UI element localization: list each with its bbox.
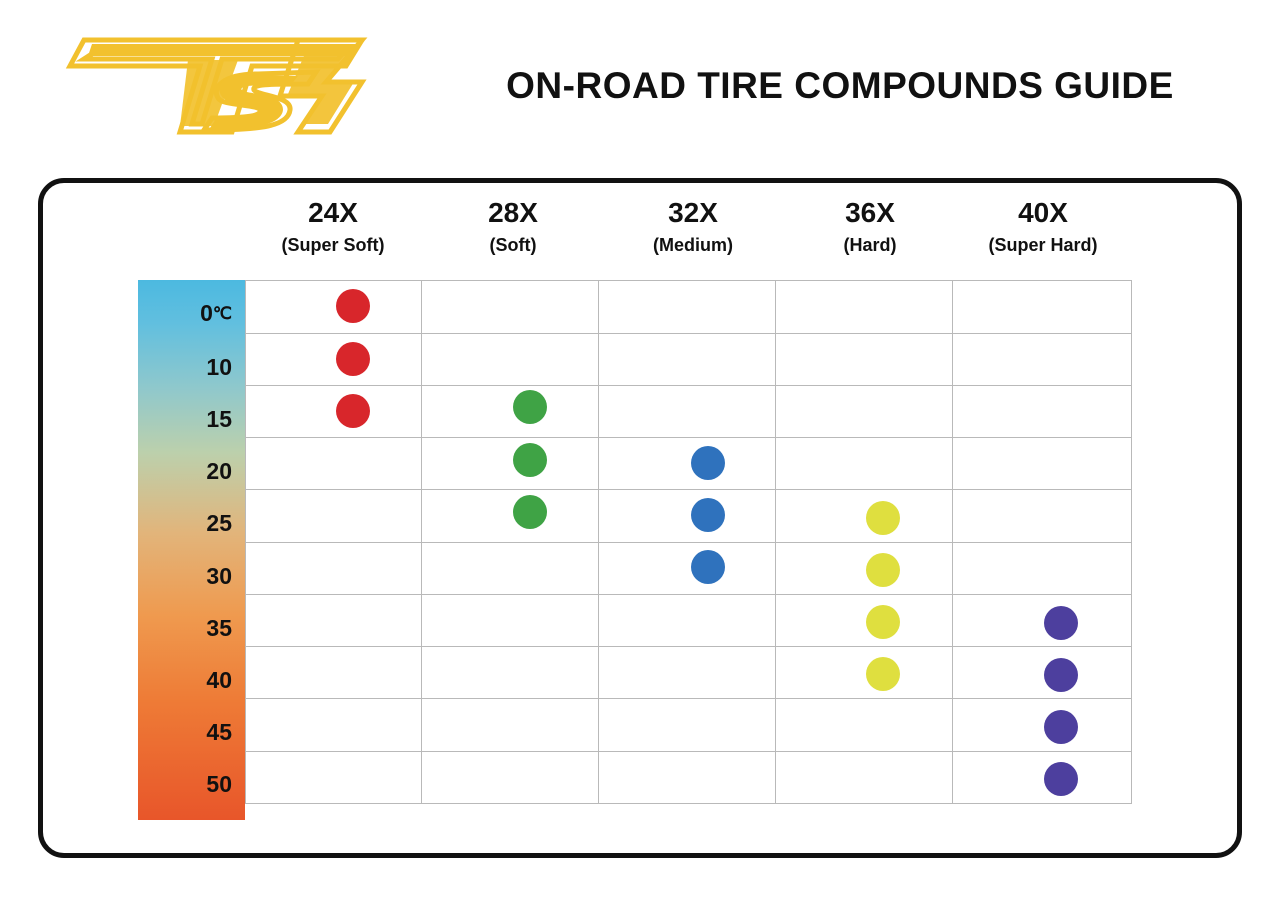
cell-20-24x (245, 438, 422, 490)
cell-50-32x (599, 752, 776, 804)
cell-40-36x (776, 647, 953, 699)
cell-0-24x (245, 280, 422, 334)
cell-25-28x (422, 490, 599, 543)
cell-40-28x (422, 647, 599, 699)
cell-0-36x (776, 280, 953, 334)
marker-0-24x (336, 289, 370, 323)
cell-50-40x (953, 752, 1132, 804)
row-label-20: 20 (206, 458, 232, 484)
page-title: ON-ROAD TIRE COMPOUNDS GUIDE (506, 65, 1174, 106)
tsr-logo (62, 26, 372, 146)
marker-50-40x (1044, 762, 1078, 796)
page-header (0, 0, 1280, 170)
cell-40-32x (599, 647, 776, 699)
cell-15-24x (245, 386, 422, 438)
cell-15-28x (422, 386, 599, 438)
cell-50-24x (245, 752, 422, 804)
cell-0-28x (422, 280, 599, 334)
marker-30-36x (866, 553, 900, 587)
marker-35-36x (866, 605, 900, 639)
cell-20-32x (599, 438, 776, 490)
cell-10-32x (599, 334, 776, 386)
marker-15-24x (336, 394, 370, 428)
marker-25-28x (513, 495, 547, 529)
row-label-25: 25 (206, 510, 232, 536)
celsius-unit: ℃ (212, 304, 232, 323)
row-label-40: 40 (206, 667, 232, 693)
cell-50-28x (422, 752, 599, 804)
cell-35-24x (245, 595, 422, 647)
cell-40-24x (245, 647, 422, 699)
row-label-10: 10 (206, 354, 232, 380)
cell-25-40x (953, 490, 1132, 543)
marker-10-24x (336, 342, 370, 376)
row-label-15: 15 (206, 406, 232, 432)
cell-0-32x (599, 280, 776, 334)
marker-25-36x (866, 501, 900, 535)
marker-15-28x (513, 390, 547, 424)
cell-50-36x (776, 752, 953, 804)
cell-30-36x (776, 543, 953, 595)
cell-30-32x (599, 543, 776, 595)
marker-45-40x (1044, 710, 1078, 744)
column-header-24x: 24X (Super Soft) (281, 197, 385, 255)
cell-15-40x (953, 386, 1132, 438)
cell-20-40x (953, 438, 1132, 490)
cell-20-36x (776, 438, 953, 490)
cell-45-24x (245, 699, 422, 752)
cell-25-32x (599, 490, 776, 543)
compound-grid (245, 280, 1132, 820)
row-label-30: 30 (206, 563, 232, 589)
cell-20-28x (422, 438, 599, 490)
cell-40-40x (953, 647, 1132, 699)
cell-10-36x (776, 334, 953, 386)
marker-30-32x (691, 550, 725, 584)
cell-30-40x (953, 543, 1132, 595)
row-label-35: 35 (206, 615, 232, 641)
row-label-45: 45 (206, 719, 232, 745)
marker-25-32x (691, 498, 725, 532)
cell-45-28x (422, 699, 599, 752)
cell-35-40x (953, 595, 1132, 647)
row-label-50: 50 (206, 771, 232, 797)
cell-15-32x (599, 386, 776, 438)
cell-30-24x (245, 543, 422, 595)
cell-10-40x (953, 334, 1132, 386)
row-label-0: 0℃ (200, 300, 232, 326)
cell-35-28x (422, 595, 599, 647)
column-header-28x: 28X (Soft) (488, 197, 538, 255)
marker-40-36x (866, 657, 900, 691)
cell-10-28x (422, 334, 599, 386)
column-header-36x: 36X (Hard) (843, 197, 897, 255)
tsr-logo-icon (62, 26, 372, 146)
cell-35-32x (599, 595, 776, 647)
cell-45-36x (776, 699, 953, 752)
marker-20-28x (513, 443, 547, 477)
cell-10-24x (245, 334, 422, 386)
cell-25-24x (245, 490, 422, 543)
cell-45-32x (599, 699, 776, 752)
marker-35-40x (1044, 606, 1078, 640)
cell-35-36x (776, 595, 953, 647)
cell-0-40x (953, 280, 1132, 334)
column-header-32x: 32X (Medium) (653, 197, 733, 255)
marker-40-40x (1044, 658, 1078, 692)
tire-compound-chart (38, 178, 1242, 858)
cell-15-36x (776, 386, 953, 438)
cell-30-28x (422, 543, 599, 595)
cell-45-40x (953, 699, 1132, 752)
column-header-40x: 40X (Super Hard) (988, 197, 1098, 255)
marker-20-32x (691, 446, 725, 480)
cell-25-36x (776, 490, 953, 543)
